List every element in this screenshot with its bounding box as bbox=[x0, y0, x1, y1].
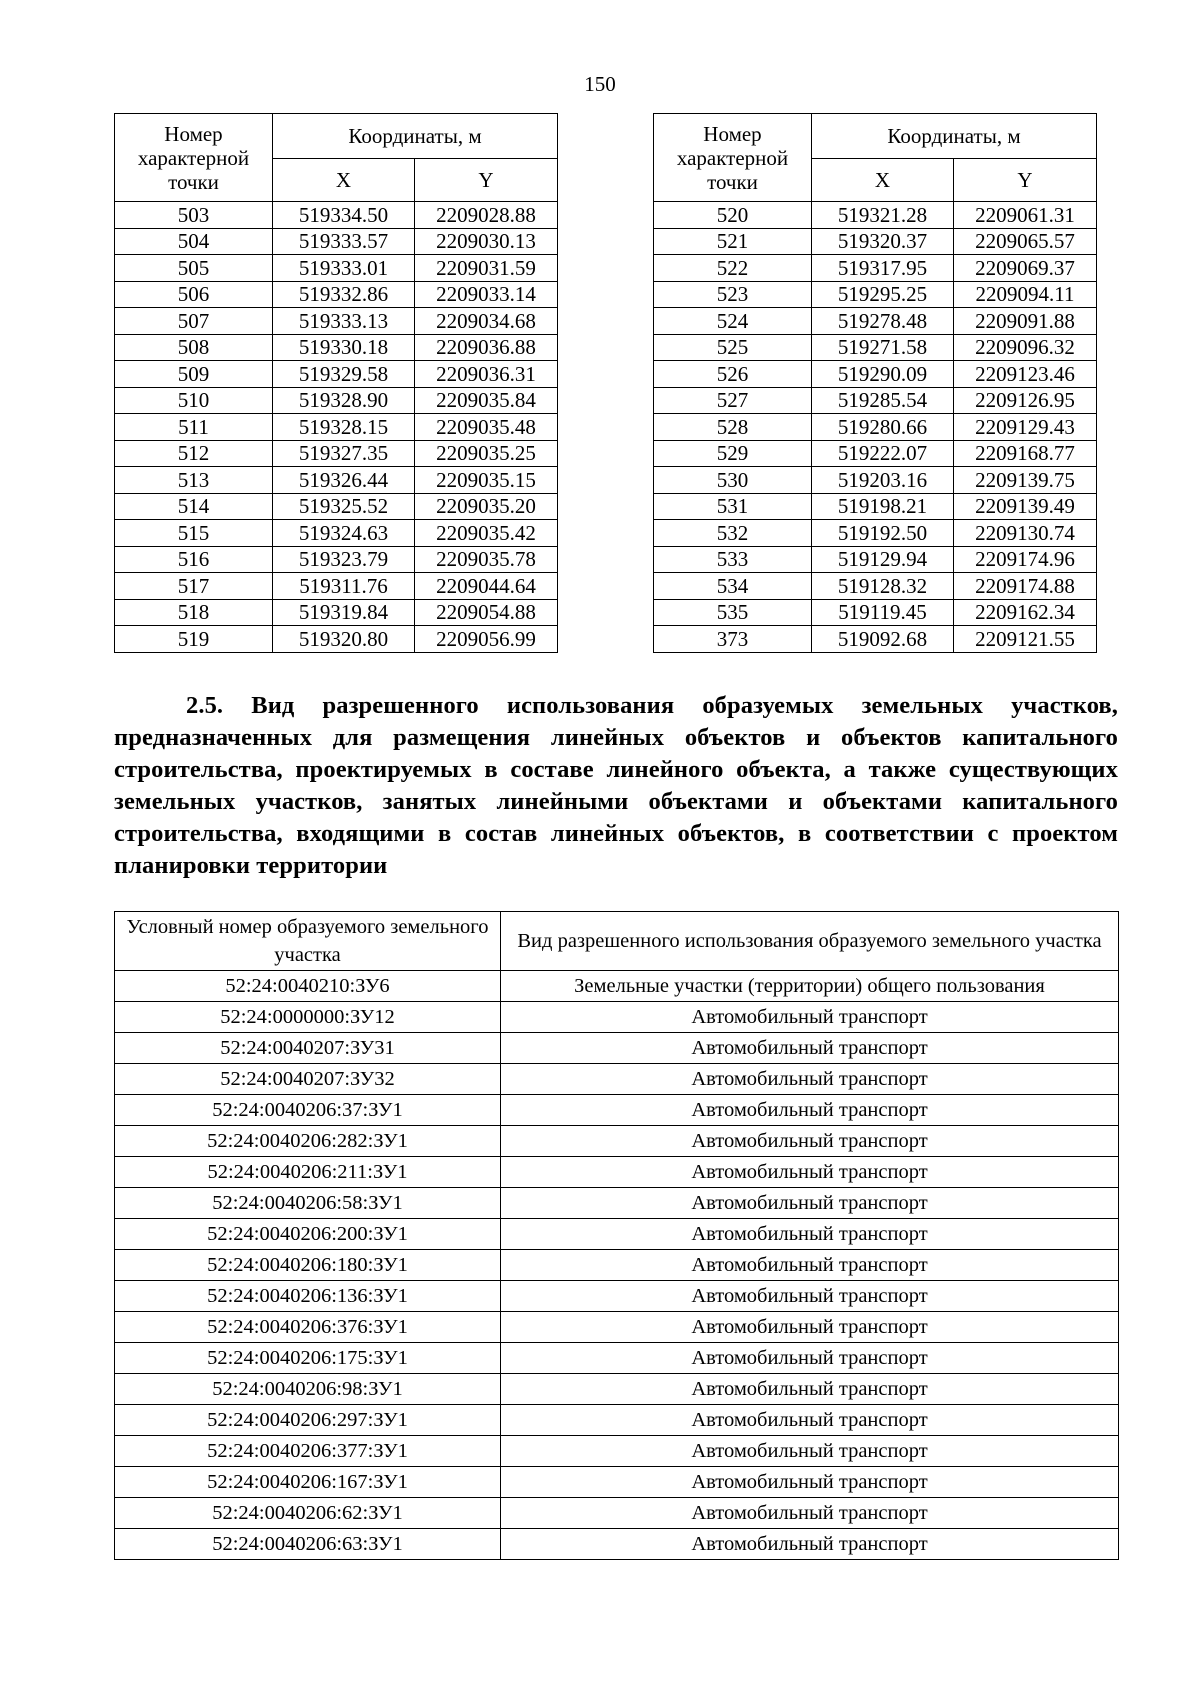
table-cell: 52:24:0040206:98:ЗУ1 bbox=[115, 1374, 501, 1405]
table-cell: 2209035.84 bbox=[415, 387, 558, 414]
table-cell: 2209123.46 bbox=[954, 361, 1097, 388]
table-cell: 2209035.78 bbox=[415, 546, 558, 573]
table-cell: 520 bbox=[654, 202, 812, 229]
table-row bbox=[115, 599, 558, 626]
table-cell: Автомобильный транспорт bbox=[501, 1002, 1119, 1033]
table-cell: 2209139.75 bbox=[954, 467, 1097, 494]
table-cell: 519323.79 bbox=[273, 546, 415, 573]
table-cell: 2209036.88 bbox=[415, 334, 558, 361]
table-cell: 2209034.68 bbox=[415, 308, 558, 335]
table-cell: 515 bbox=[115, 520, 273, 547]
table-cell: 519295.25 bbox=[812, 281, 954, 308]
table-row bbox=[654, 334, 1097, 361]
table-cell: 52:24:0040206:63:ЗУ1 bbox=[115, 1529, 501, 1560]
table-cell: 2209096.32 bbox=[954, 334, 1097, 361]
table-cell: 519325.52 bbox=[273, 493, 415, 520]
table-row bbox=[115, 520, 558, 547]
table-cell: 52:24:0040206:37:ЗУ1 bbox=[115, 1095, 501, 1126]
table-cell: 52:24:0040206:136:ЗУ1 bbox=[115, 1281, 501, 1312]
table-cell: 2209036.31 bbox=[415, 361, 558, 388]
table-cell: 529 bbox=[654, 440, 812, 467]
table-cell: 519 bbox=[115, 626, 273, 653]
table-cell: 519128.32 bbox=[812, 573, 954, 600]
table-cell: 2209056.99 bbox=[415, 626, 558, 653]
table-row bbox=[115, 1498, 1119, 1529]
header-coordinates: Координаты, м bbox=[812, 114, 1097, 159]
table-cell: 52:24:0000000:ЗУ12 bbox=[115, 1002, 501, 1033]
table-row bbox=[654, 387, 1097, 414]
table-cell: 2209069.37 bbox=[954, 255, 1097, 282]
coordinates-left-body bbox=[115, 202, 558, 653]
table-cell: 2209139.49 bbox=[954, 493, 1097, 520]
table-cell: 52:24:0040206:200:ЗУ1 bbox=[115, 1219, 501, 1250]
table-row bbox=[115, 1405, 1119, 1436]
table-row bbox=[115, 1436, 1119, 1467]
table-cell: 52:24:0040207:ЗУ32 bbox=[115, 1064, 501, 1095]
table-cell: 52:24:0040206:282:ЗУ1 bbox=[115, 1126, 501, 1157]
table-cell: Автомобильный транспорт bbox=[501, 1529, 1119, 1560]
table-cell: 531 bbox=[654, 493, 812, 520]
table-cell: 504 bbox=[115, 228, 273, 255]
table-row bbox=[654, 281, 1097, 308]
table-cell: 527 bbox=[654, 387, 812, 414]
table-cell: 2209035.48 bbox=[415, 414, 558, 441]
table-cell: Автомобильный транспорт bbox=[501, 1033, 1119, 1064]
table-cell: 519334.50 bbox=[273, 202, 415, 229]
header-point-number: Номер характерной точки bbox=[115, 114, 273, 202]
table-row bbox=[654, 626, 1097, 653]
table-cell: 52:24:0040206:58:ЗУ1 bbox=[115, 1188, 501, 1219]
header-y: Y bbox=[415, 159, 558, 202]
table-cell: Автомобильный транспорт bbox=[501, 1498, 1119, 1529]
table-cell: 2209044.64 bbox=[415, 573, 558, 600]
table-cell: 519192.50 bbox=[812, 520, 954, 547]
table-cell: 519332.86 bbox=[273, 281, 415, 308]
section-heading: 2.5. Вид разрешенного использования образуемых земельных участков, предназначенных для размещения линейных объектов и объектов капитального строительства, проектируемых в составе линейного объекта, а также существующих земельных участков, занятых линейными объектами и объектами капитального строительства, входящими в состав линейных объектов, в соответствии с проектом планировки территории bbox=[114, 692, 1118, 879]
table-cell: 519328.90 bbox=[273, 387, 415, 414]
table-cell: 52:24:0040206:167:ЗУ1 bbox=[115, 1467, 501, 1498]
table-row bbox=[115, 281, 558, 308]
table-cell: 2209028.88 bbox=[415, 202, 558, 229]
table-cell: 526 bbox=[654, 361, 812, 388]
table-row bbox=[654, 573, 1097, 600]
table-cell: 519311.76 bbox=[273, 573, 415, 600]
table-cell: 519329.58 bbox=[273, 361, 415, 388]
table-row bbox=[115, 228, 558, 255]
table-row bbox=[115, 1002, 1119, 1033]
table-cell: 532 bbox=[654, 520, 812, 547]
table-cell: 510 bbox=[115, 387, 273, 414]
table-row bbox=[115, 414, 558, 441]
table-row bbox=[115, 1064, 1119, 1095]
header-x: X bbox=[812, 159, 954, 202]
table-cell: 522 bbox=[654, 255, 812, 282]
table-row bbox=[654, 467, 1097, 494]
table-row bbox=[115, 308, 558, 335]
table-cell: 2209174.96 bbox=[954, 546, 1097, 573]
table-cell: 519092.68 bbox=[812, 626, 954, 653]
table-cell: Автомобильный транспорт bbox=[501, 1281, 1119, 1312]
table-cell: 2209031.59 bbox=[415, 255, 558, 282]
table-cell: 373 bbox=[654, 626, 812, 653]
table-cell: 513 bbox=[115, 467, 273, 494]
table-cell: 519319.84 bbox=[273, 599, 415, 626]
header-plot-number: Условный номер образуемого земельного участка bbox=[115, 912, 501, 971]
table-row bbox=[115, 1219, 1119, 1250]
table-cell: 533 bbox=[654, 546, 812, 573]
table-cell: 517 bbox=[115, 573, 273, 600]
table-cell: 506 bbox=[115, 281, 273, 308]
table-row bbox=[654, 546, 1097, 573]
table-cell: 52:24:0040206:175:ЗУ1 bbox=[115, 1343, 501, 1374]
table-cell: Земельные участки (территории) общего пользования bbox=[501, 971, 1119, 1002]
table-cell: 519198.21 bbox=[812, 493, 954, 520]
table-cell: 509 bbox=[115, 361, 273, 388]
table-cell: 519222.07 bbox=[812, 440, 954, 467]
table-cell: Автомобильный транспорт bbox=[501, 1374, 1119, 1405]
table-cell: 534 bbox=[654, 573, 812, 600]
table-cell: 519285.54 bbox=[812, 387, 954, 414]
table-row bbox=[115, 467, 558, 494]
table-row bbox=[115, 493, 558, 520]
table-row bbox=[115, 1343, 1119, 1374]
table-cell: Автомобильный транспорт bbox=[501, 1436, 1119, 1467]
table-row bbox=[115, 1188, 1119, 1219]
table-cell: 519290.09 bbox=[812, 361, 954, 388]
header-x: X bbox=[273, 159, 415, 202]
table-cell: 512 bbox=[115, 440, 273, 467]
table-cell: 519324.63 bbox=[273, 520, 415, 547]
table-row bbox=[654, 599, 1097, 626]
table-cell: 52:24:0040210:ЗУ6 bbox=[115, 971, 501, 1002]
table-cell: 535 bbox=[654, 599, 812, 626]
table-cell: 2209091.88 bbox=[954, 308, 1097, 335]
land-plots-body bbox=[115, 971, 1119, 1560]
table-cell: 52:24:0040206:377:ЗУ1 bbox=[115, 1436, 501, 1467]
table-row bbox=[115, 361, 558, 388]
table-cell: 519280.66 bbox=[812, 414, 954, 441]
table-row bbox=[654, 361, 1097, 388]
coordinates-right-body bbox=[654, 202, 1097, 653]
table-cell: 2209174.88 bbox=[954, 573, 1097, 600]
table-cell: 2209061.31 bbox=[954, 202, 1097, 229]
page-number: 150 bbox=[584, 72, 616, 96]
table-row bbox=[115, 202, 558, 229]
table-cell: 519129.94 bbox=[812, 546, 954, 573]
table-cell: 2209094.11 bbox=[954, 281, 1097, 308]
table-row bbox=[654, 228, 1097, 255]
table-cell: 519333.13 bbox=[273, 308, 415, 335]
table-cell: 2209035.42 bbox=[415, 520, 558, 547]
table-row bbox=[115, 546, 558, 573]
table-cell: 519321.28 bbox=[812, 202, 954, 229]
table-row bbox=[115, 255, 558, 282]
table-cell: 2209129.43 bbox=[954, 414, 1097, 441]
table-cell: 52:24:0040206:376:ЗУ1 bbox=[115, 1312, 501, 1343]
table-cell: 514 bbox=[115, 493, 273, 520]
table-cell: 519317.95 bbox=[812, 255, 954, 282]
table-cell: 519320.37 bbox=[812, 228, 954, 255]
table-row bbox=[115, 971, 1119, 1002]
table-cell: 2209121.55 bbox=[954, 626, 1097, 653]
table-cell: 507 bbox=[115, 308, 273, 335]
table-cell: 2209162.34 bbox=[954, 599, 1097, 626]
table-cell: 52:24:0040206:211:ЗУ1 bbox=[115, 1157, 501, 1188]
table-row bbox=[115, 1033, 1119, 1064]
table-cell: 516 bbox=[115, 546, 273, 573]
header-permitted-use: Вид разрешенного использования образуемого земельного участка bbox=[501, 912, 1119, 971]
table-cell: 2209033.14 bbox=[415, 281, 558, 308]
table-row bbox=[115, 1467, 1119, 1498]
table-row bbox=[115, 1157, 1119, 1188]
table-row bbox=[654, 308, 1097, 335]
table-cell: Автомобильный транспорт bbox=[501, 1312, 1119, 1343]
table-cell: 519333.01 bbox=[273, 255, 415, 282]
table-row bbox=[115, 1126, 1119, 1157]
table-cell: 52:24:0040207:ЗУ31 bbox=[115, 1033, 501, 1064]
table-cell: 525 bbox=[654, 334, 812, 361]
table-row bbox=[115, 1374, 1119, 1405]
table-cell: Автомобильный транспорт bbox=[501, 1064, 1119, 1095]
table-cell: 2209130.74 bbox=[954, 520, 1097, 547]
header-y: Y bbox=[954, 159, 1097, 202]
table-cell: 530 bbox=[654, 467, 812, 494]
table-row bbox=[115, 1312, 1119, 1343]
table-row bbox=[654, 520, 1097, 547]
coordinates-table-left bbox=[114, 113, 558, 653]
table-row bbox=[654, 202, 1097, 229]
table-cell: 503 bbox=[115, 202, 273, 229]
table-cell: 523 bbox=[654, 281, 812, 308]
table-cell: 52:24:0040206:62:ЗУ1 bbox=[115, 1498, 501, 1529]
table-cell: Автомобильный транспорт bbox=[501, 1405, 1119, 1436]
table-cell: 519278.48 bbox=[812, 308, 954, 335]
table-cell: 2209035.25 bbox=[415, 440, 558, 467]
table-cell: 508 bbox=[115, 334, 273, 361]
table-row bbox=[115, 1250, 1119, 1281]
table-cell: Автомобильный транспорт bbox=[501, 1250, 1119, 1281]
table-row bbox=[115, 334, 558, 361]
table-row bbox=[654, 440, 1097, 467]
table-cell: 528 bbox=[654, 414, 812, 441]
table-cell: 518 bbox=[115, 599, 273, 626]
coordinates-table-right bbox=[653, 113, 1097, 653]
table-row bbox=[654, 255, 1097, 282]
table-cell: 505 bbox=[115, 255, 273, 282]
table-cell: 2209030.13 bbox=[415, 228, 558, 255]
table-cell: 521 bbox=[654, 228, 812, 255]
header-coordinates: Координаты, м bbox=[273, 114, 558, 159]
table-row bbox=[115, 1529, 1119, 1560]
land-plots-table bbox=[114, 911, 1119, 1560]
table-cell: 519326.44 bbox=[273, 467, 415, 494]
table-cell: 519119.45 bbox=[812, 599, 954, 626]
table-cell: 519328.15 bbox=[273, 414, 415, 441]
table-row bbox=[115, 387, 558, 414]
table-cell: 2209168.77 bbox=[954, 440, 1097, 467]
table-row bbox=[115, 626, 558, 653]
table-cell: Автомобильный транспорт bbox=[501, 1467, 1119, 1498]
table-cell: 519333.57 bbox=[273, 228, 415, 255]
table-row bbox=[115, 440, 558, 467]
table-cell: 2209065.57 bbox=[954, 228, 1097, 255]
table-row bbox=[115, 1281, 1119, 1312]
table-cell: 52:24:0040206:297:ЗУ1 bbox=[115, 1405, 501, 1436]
table-row bbox=[654, 414, 1097, 441]
table-cell: 511 bbox=[115, 414, 273, 441]
table-cell: 519330.18 bbox=[273, 334, 415, 361]
table-cell: 2209126.95 bbox=[954, 387, 1097, 414]
table-cell: 519271.58 bbox=[812, 334, 954, 361]
table-cell: 2209035.15 bbox=[415, 467, 558, 494]
table-cell: Автомобильный транспорт bbox=[501, 1095, 1119, 1126]
table-cell: Автомобильный транспорт bbox=[501, 1126, 1119, 1157]
table-cell: 519327.35 bbox=[273, 440, 415, 467]
table-cell: 519320.80 bbox=[273, 626, 415, 653]
table-cell: Автомобильный транспорт bbox=[501, 1188, 1119, 1219]
table-cell: Автомобильный транспорт bbox=[501, 1219, 1119, 1250]
table-row bbox=[654, 493, 1097, 520]
header-point-number: Номер характерной точки bbox=[654, 114, 812, 202]
table-cell: 2209035.20 bbox=[415, 493, 558, 520]
table-cell: 52:24:0040206:180:ЗУ1 bbox=[115, 1250, 501, 1281]
table-cell: 524 bbox=[654, 308, 812, 335]
table-row bbox=[115, 1095, 1119, 1126]
table-cell: 2209054.88 bbox=[415, 599, 558, 626]
table-row bbox=[115, 573, 558, 600]
table-cell: 519203.16 bbox=[812, 467, 954, 494]
table-cell: Автомобильный транспорт bbox=[501, 1157, 1119, 1188]
table-cell: Автомобильный транспорт bbox=[501, 1343, 1119, 1374]
